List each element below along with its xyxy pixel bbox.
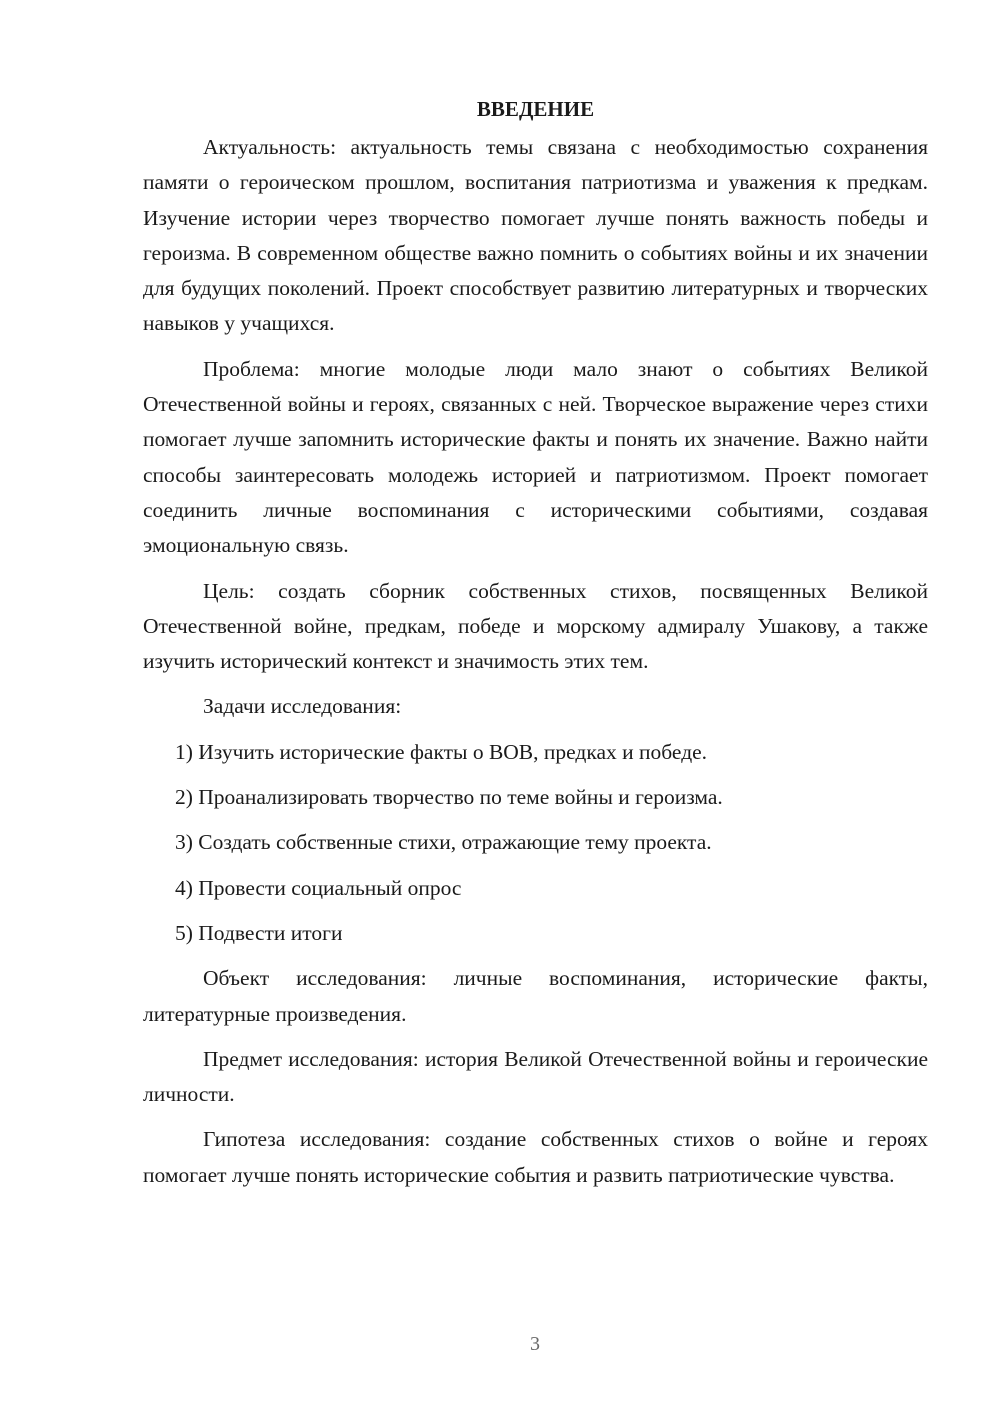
paragraph-object: Объект исследования: личные воспоминания, исторические факты, литературные произведения. bbox=[143, 966, 928, 1026]
paragraph-hypothesis: Гипотеза исследования: создание собственных стихов о войне и героях помогает лучше понять исторические события и развить патриотические чувства. bbox=[143, 1127, 928, 1187]
paragraph-problem: Проблема: многие молодые люди мало знают о событиях Великой Отечественной войны и героях, связанных с ней. Творческое выражение через стихи помогает лучше запомнить исторические факты и понять их значение. Важно найти способы заинтересовать молодежь историей и патриотизмом. Проект помогает соединить личные воспоминания с историческими событиями, создавая эмоциональную связь. bbox=[143, 356, 928, 558]
task-item-2: 2) Проанализировать творчество по теме войны и героизма. bbox=[175, 785, 723, 810]
page-content bbox=[143, 92, 928, 1203]
page-number: 3 bbox=[530, 1333, 540, 1355]
paragraph-subject: Предмет исследования: история Великой Отечественной войны и героические личности. bbox=[143, 1046, 928, 1107]
task-item-1: 1) Изучить исторические факты о ВОВ, предках и победе. bbox=[175, 739, 708, 764]
paragraph-relevance: Актуальность: актуальность темы связана с необходимостью сохранения памяти о героическом прошлом, воспитания патриотизма и уважения к предкам. Изучение истории через творчество помогает лучше понять важность победы и героизма. В современном обществе важно помнить о событиях войны и их значении для будущих поколений. Проект способствует развитию литературных и творческих навыков у учащихся. bbox=[143, 135, 928, 336]
tasks-heading: Задачи исследования: bbox=[203, 694, 402, 719]
tasks-list bbox=[143, 735, 928, 951]
task-item-4: 4) Провести социальный опрос bbox=[175, 875, 462, 900]
page-title: ВВЕДЕНИЕ bbox=[476, 97, 595, 121]
paragraph-goal: Цель: создать сборник собственных стихов, посвященных Великой Отечественной войне, предкам, победе и морскому адмиралу Ушакову, а также изучить исторический контекст и значимость этих тем. bbox=[143, 578, 928, 674]
task-item-3: 3) Создать собственные стихи, отражающие тему проекта. bbox=[175, 830, 712, 855]
task-item-5: 5) Подвести итоги bbox=[175, 920, 343, 945]
